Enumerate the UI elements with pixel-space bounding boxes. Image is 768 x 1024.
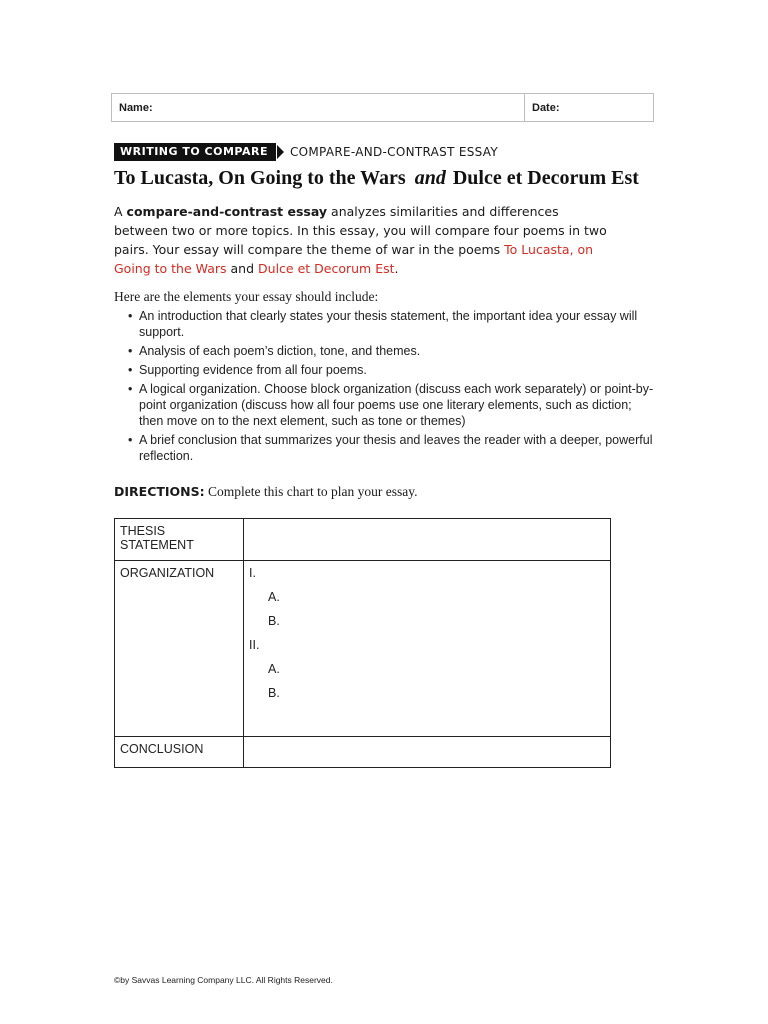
list-item bbox=[128, 432, 658, 464]
bullet-icon: • bbox=[128, 382, 133, 396]
intro-paragraph bbox=[114, 202, 614, 278]
conclusion-label: CONCLUSION bbox=[115, 737, 244, 768]
intro-poem-2: Dulce et Decorum Est bbox=[258, 261, 395, 276]
outline-point-1b: B. bbox=[268, 614, 280, 628]
title-poem-1: To Lucasta, On Going to the Wars bbox=[114, 167, 406, 189]
list-item-text: Supporting evidence from all four poems. bbox=[139, 363, 367, 377]
banner-label: COMPARE-AND-CONTRAST ESSAY bbox=[289, 145, 498, 159]
outline-point-2b: B. bbox=[268, 686, 280, 700]
bullet-icon: • bbox=[128, 433, 133, 447]
outline-point-1a: A. bbox=[268, 590, 280, 604]
intro-term: compare-and-contrast essay bbox=[126, 204, 328, 219]
list-item-text: A logical organization. Choose block organization (discuss each work separately) or point-by-point organization (discuss how all four poems use one literary elements, such as diction; then move on to the next element, such as tone or themes) bbox=[139, 382, 654, 428]
list-item-text: A brief conclusion that summarizes your thesis and leaves the reader with a deeper, powerful reflection. bbox=[139, 433, 653, 463]
intro-text: analyzes similarities and differences between two or more topics. In this essay, you will compare four poems in two pairs. Your essay will compare the theme of war in the poems bbox=[114, 204, 607, 257]
intro-and: and bbox=[230, 261, 255, 276]
outline-point-2: II. bbox=[249, 638, 260, 652]
thesis-input[interactable] bbox=[244, 519, 611, 561]
list-item-text: An introduction that clearly states your thesis statement, the important idea your essay will support. bbox=[139, 309, 638, 339]
banner-tag: WRITING TO COMPARE bbox=[114, 143, 276, 161]
directions bbox=[114, 484, 417, 500]
copyright-footer: ©by Savvas Learning Company LLC. All Rights Reserved. bbox=[114, 975, 333, 985]
organization-outline[interactable] bbox=[244, 561, 611, 737]
bullet-icon: • bbox=[128, 363, 133, 377]
name-field[interactable] bbox=[112, 94, 525, 121]
list-item bbox=[128, 362, 658, 378]
title-connector: and bbox=[414, 167, 446, 189]
date-label: Date: bbox=[532, 102, 560, 114]
intro-end: . bbox=[394, 261, 399, 276]
list-item bbox=[128, 381, 658, 429]
arrow-icon bbox=[277, 145, 284, 159]
directions-label: DIRECTIONS: bbox=[114, 484, 205, 499]
date-field[interactable] bbox=[525, 94, 653, 121]
page-title bbox=[114, 167, 639, 190]
bullet-icon: • bbox=[128, 344, 133, 358]
section-banner bbox=[114, 143, 498, 161]
list-item-text: Analysis of each poem’s diction, tone, and themes. bbox=[139, 344, 421, 358]
name-date-box bbox=[111, 93, 654, 122]
title-poem-2: Dulce et Decorum Est bbox=[452, 167, 639, 189]
table-row bbox=[115, 737, 611, 768]
thesis-label: THESIS STATEMENT bbox=[115, 519, 244, 561]
intro-article: A bbox=[114, 204, 123, 219]
outline-point-2a: A. bbox=[268, 662, 280, 676]
table-row bbox=[115, 519, 611, 561]
organization-label: ORGANIZATION bbox=[115, 561, 244, 737]
conclusion-input[interactable] bbox=[244, 737, 611, 768]
name-label: Name: bbox=[119, 102, 153, 114]
list-item bbox=[128, 343, 658, 359]
elements-list bbox=[128, 308, 658, 467]
elements-intro: Here are the elements your essay should include: bbox=[114, 289, 379, 304]
list-item bbox=[128, 308, 658, 340]
essay-plan-chart bbox=[114, 518, 611, 768]
directions-text: Complete this chart to plan your essay. bbox=[208, 484, 418, 499]
intro-poem-1: To Lucasta, on Going to the Wars bbox=[114, 242, 594, 276]
table-row bbox=[115, 561, 611, 737]
outline-point-1: I. bbox=[249, 566, 256, 580]
bullet-icon: • bbox=[128, 309, 133, 323]
